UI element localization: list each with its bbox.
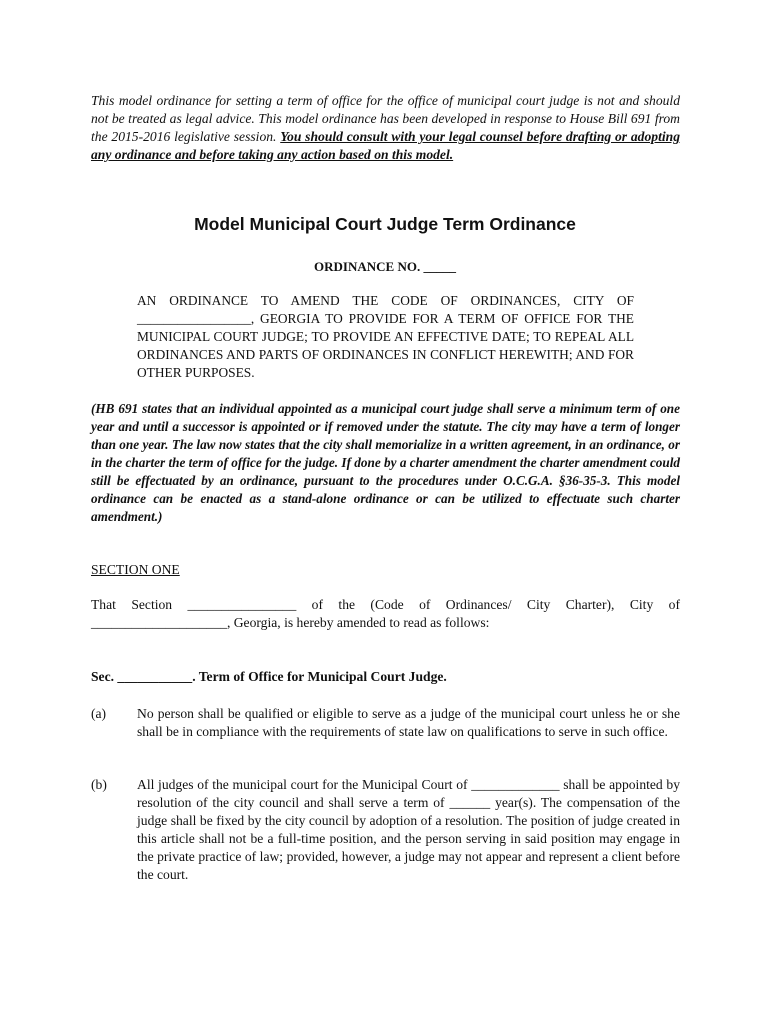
sec-heading: Sec. ___________. Term of Office for Municipal Court Judge. [91,669,447,684]
section-text: That Section ________________ of the (Code of Ordinances/ City Charter), City of ____________________, Georgia, is hereby amended to read as follows: [91,597,680,630]
disclaimer-paragraph [91,92,680,164]
section-heading: SECTION ONE [91,562,180,577]
item-marker-b: (b) [91,777,107,792]
disclaimer-warning: You should consult with your legal counsel before drafting or adopting any ordinance and before taking any action based on this model. [91,129,680,162]
item-text-a: No person shall be qualified or eligible to serve as a judge of the municipal court unless he or she shall be in compliance with the requirements of state law on qualifications to serve in such office. [137,706,680,739]
item-marker-a: (a) [91,706,107,721]
item-text-b: All judges of the municipal court for the Municipal Court of _____________ shall be appointed by resolution of the city council and shall serve a term of ______ year(s). The compensation of the judge shall be fixed by the city council by adoption of a resolution. The position of judge created in this article shall not be a full-time position, and the person serving in said position may engage in the private practice of law; provided, however, a judge may not appear and represent a client before the court. [137,777,680,882]
hb691-note: (HB 691 states that an individual appointed as a municipal court judge shall serve a minimum term of one year and until a successor is appointed or if removed under the statute. The city may have a term of longer than one year. The law now states that the city shall memorialize in a written agreement, in an ordinance, or in the charter the term of office for the judge. If done by a charter amendment the charter amendment could still be effectuated by an ordinance, pursuant to the procedures under O.C.G.A. §36-35-3. This model ordinance can be enacted as a stand-alone ordinance or can be utilized to effectuate such charter amendment.) [91,401,680,524]
document-title: Model Municipal Court Judge Term Ordinance [194,214,576,234]
ordinance-caption: AN ORDINANCE TO AMEND THE CODE OF ORDINANCES, CITY OF _________________, GEORGIA TO PROVIDE FOR A TERM OF OFFICE FOR THE MUNICIPAL COURT JUDGE; TO PROVIDE AN EFFECTIVE DATE; TO REPEAL ALL ORDINANCES AND PARTS OF ORDINANCES IN CONFLICT HEREWITH; AND FOR OTHER PURPOSES. [137,293,634,380]
ordinance-number: ORDINANCE NO. _____ [314,259,456,274]
disclaimer-text: This model ordinance for setting a term of office for the office of municipal court judge is not and should not be treated as legal advice. This model ordinance has been developed in response to House Bill 691 from the 2015-2016 legislative session. [91,93,680,144]
